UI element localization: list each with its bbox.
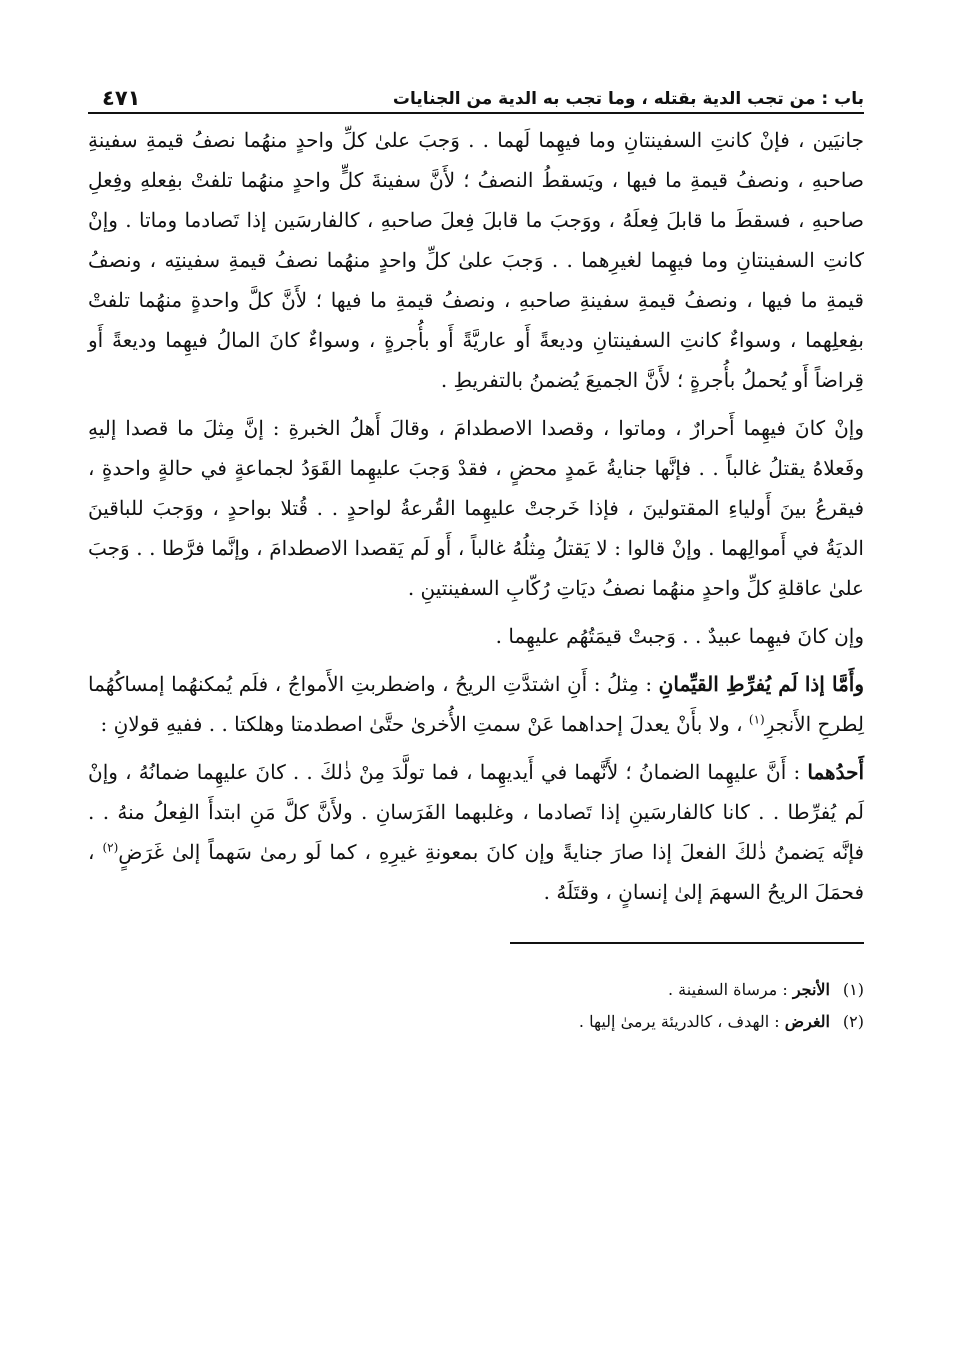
paragraph-1 — [88, 120, 864, 400]
paragraph-tail: ، ولا بأَنْ يعدلَ إحداهما عَنْ سمتِ الأُخرىٰ حتَّىٰ اصطدمتا وهلكتا . . ففيهِ قولانِ : — [100, 712, 749, 736]
page-number: ٤٧١ — [102, 86, 141, 110]
paragraph-lead: وأَمَّا إذا لَم يُفرِّطِ القيِّمانِ — [658, 672, 864, 696]
paragraph-text: وإنْ كانَ فيهِما أَحرارٌ ، وماتوا ، وقصدا الاصطدامَ ، وقالَ أَهلُ الخبرةِ : إنَّ مِثلَ ما قصدا إليهِ وفَعلاهُ يقتلُ غالباً . . فإنَّها جنايةُ عَمدٍ محضٍ ، فقدْ وَجبَ عليهِما القَوَدُ لجماعةٍ في حالةٍ واحدةٍ ، فيقرعُ بينَ أَولياءِ المقتولينَ ، فإذا خَرجتْ عليهِما القُرعةُ لواحدٍ . . قُتلا بواحدٍ ، ووَجبَ للباقينَ الديَةُ في أَموالِهما . وإنْ قالوا : لا يَقتلُ مِثلُهُ غالباً ، أَو لَم يَقصدا الاصطدامَ ، وإنَّما فرَّطا . . وَجبَ علىٰ عاقلةِ كلِّ واحدٍ منهُما نصفُ ديَاتِ رُكّابِ السفينتينِ . — [88, 416, 864, 600]
footnote-ref-1[interactable]: (١) — [748, 712, 765, 727]
paragraph-text: : مِثلُ : أَنِ اشتدَّتِ الريحُ ، واضطربتِ الأَمواجُ ، فلَم يُمكنهُما إمساكُهُما لِطرحِ الأَنجرِ — [88, 672, 864, 736]
footnote-number: (٢) — [842, 1012, 864, 1031]
paragraph-5 — [88, 752, 864, 912]
main-text — [88, 120, 864, 912]
paragraph-lead: أَحدُهما — [807, 760, 864, 784]
footnote-1 — [88, 974, 864, 1006]
page-header — [88, 76, 864, 114]
paragraph-tail: ، فحمَلَ الريحُ السهمَ إلىٰ إنسانٍ ، وقتَلَهُ . — [88, 840, 864, 904]
book-page — [88, 76, 864, 1038]
footnote-term: الغرض — [784, 1012, 830, 1031]
paragraph-4 — [88, 664, 864, 744]
footnote-term: الأنجر — [792, 980, 830, 999]
paragraph-3 — [88, 616, 864, 656]
footnote-2 — [88, 1006, 864, 1038]
paragraph-text: جانيَين ، فإنْ كانتِ السفينتانِ وما فيهِما لَهما . . وَجبَ علىٰ كلِّ واحدٍ منهُما نصفُ قيمةِ سفينةِ صاحبهِ ، ونصفُ قيمةِ ما فيها ، ويَسقطُ النصفُ ؛ لأَنَّ سفينةَ كلٍّ واحدٍ منهُما تلفتْ بفِعلهِ وفِعلِ صاحبهِ ، فسقطَ ما قابلَ فِعلَهُ ، ووَجبَ ما قابلَ فِعلَ صاحبهِ ، كالفارسَين إذا تَصادما وماتا . وإنْ كانتِ السفينتانِ وما فيهِما لغيرِهما . . وَجبَ علىٰ كلِّ واحدٍ منهُما نصفُ قيمةِ سفينتِه ، ونصفُ قيمةِ ما فيها ، ونصفُ قيمةِ سفينةِ صاحبهِ ، ونصفُ قيمةِ ما فيها ؛ لأَنَّ كلَّ واحدةٍ منهُما تلفتْ بفِعلِهما ، وسواءٌ كانتِ السفينتانِ وديعةً أَو عاريَّةً أَو بأُجرةٍ ، وسواءٌ كانَ المالُ فيهِما وديعةً أَو قِراضاً أَو يُحملُ بأُجرةٍ ؛ لأَنَّ الجميعَ يُضمنُ بالتفريطِ . — [88, 128, 864, 392]
footnotes — [88, 974, 864, 1038]
paragraph-2 — [88, 408, 864, 608]
footnote-text: : مرساة السفينة . — [668, 980, 793, 999]
paragraph-text: وإن كانَ فيهِما عبيدٌ . . وَجبتْ قيمَتُهُم عليهِما . — [495, 624, 864, 648]
chapter-title: باب : من تجب الدية بقتله ، وما تجب به الدية من الجنايات — [392, 89, 864, 109]
footnote-separator — [510, 942, 864, 944]
footnote-number: (١) — [842, 980, 864, 999]
footnote-ref-2[interactable]: (٢) — [102, 840, 119, 855]
footnote-text: : الهدف ، كالدريئة يرمىٰ إليها . — [578, 1012, 785, 1031]
paragraph-text: : أَنَّ عليهِما الضمانُ ؛ لأَنَّهما في أَيديهِما ، فما تولَّدَ مِنْ ذٰلكَ . . كانَ عليهِما ضمانُهُ ، وإنْ لَم يُفرِّطا . . كانا كالفارسَينِ إذا تَصادما ، وغلبهما الفَرَسانِ . ولأَنَّ كلَّ مَنِ ابتدأَ الفِعلُ منهُ . . فإنَّه يَضمنُ ذٰلكَ الفعلَ إذا صارَ جنايةً وإن كانَ بمعونةِ غيرِهِ ، كما لَو رمىٰ سَهماً إلىٰ غَرَضٍ — [88, 760, 865, 864]
